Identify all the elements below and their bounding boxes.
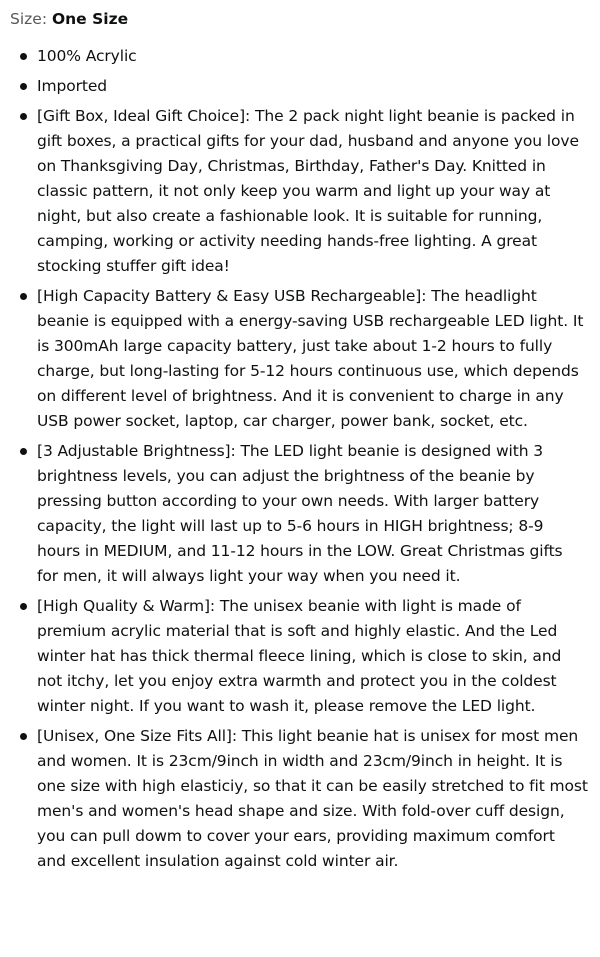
feature-text: Imported [37,77,108,95]
bullet-dot-icon [20,448,27,455]
bullet-dot-icon [20,113,27,120]
feature-text: 100% Acrylic [37,47,137,65]
bullet-dot-icon [20,733,27,740]
feature-bullet-material [10,44,588,69]
feature-bullet-origin [10,74,588,99]
feature-text: [3 Adjustable Brightness]: The LED light beanie is designed with 3 brightness levels, you can adjust the brightness of the beanie by pressing button according to your own needs. With larger battery capacity, the light will last up to 5-6 hours in HIGH brightness; 8-9 hours in MEDIUM, and 11-12 hours in the LOW. Great Christmas gifts for men, it will always light your way when you need it. [37,442,563,585]
feature-bullet-sizing [10,724,588,874]
size-label: Size: [10,10,52,28]
bullet-dot-icon [20,83,27,90]
size-selector [10,8,588,30]
feature-text: [Unisex, One Size Fits All]: This light beanie hat is unisex for most men and women. It is 23cm/9inch in width and 23cm/9inch in height. It is one size with high elasticiy, so that it can be easily stretched to fit most men's and women's head shape and size. With fold-over cuff design, you can pull dowm to cover your ears, providing maximum comfort and excellent insulation against cold winter air. [37,727,588,870]
bullet-dot-icon [20,53,27,60]
feature-bullet-battery [10,284,588,434]
size-value: One Size [51,10,129,28]
feature-text: [High Capacity Battery & Easy USB Rechargeable]: The headlight beanie is equipped with a energy-saving USB rechargeable LED light. It is 300mAh large capacity battery, just take about 1-2 hours to fully charge, but long-lasting for 5-12 hours continuous use, which depends on different level of brightness. And it is convenient to charge in any USB power socket, laptop, car charger, power bank, socket, etc. [37,287,584,430]
feature-bullet-quality [10,594,588,719]
bullet-dot-icon [20,293,27,300]
feature-bullet-brightness [10,439,588,589]
feature-bullet-gift-box [10,104,588,279]
feature-text: [Gift Box, Ideal Gift Choice]: The 2 pack night light beanie is packed in gift boxes, a practical gifts for your dad, husband and anyone you love on Thanksgiving Day, Christmas, Birthday, Father's Day. Knitted in classic pattern, it not only keep you warm and light up your way at night, but also create a fashionable look. It is suitable for running, camping, working or activity needing hands-free lighting. A great stocking stuffer gift idea! [37,107,579,275]
feature-text: [High Quality & Warm]: The unisex beanie with light is made of premium acrylic material that is soft and highly elastic. And the Led winter hat has thick thermal fleece lining, which is close to skin, and not itchy, let you enjoy extra warmth and protect you in the coldest winter night. If you want to wash it, please remove the LED light. [37,597,562,715]
bullet-dot-icon [20,603,27,610]
feature-bullet-list [10,44,588,874]
